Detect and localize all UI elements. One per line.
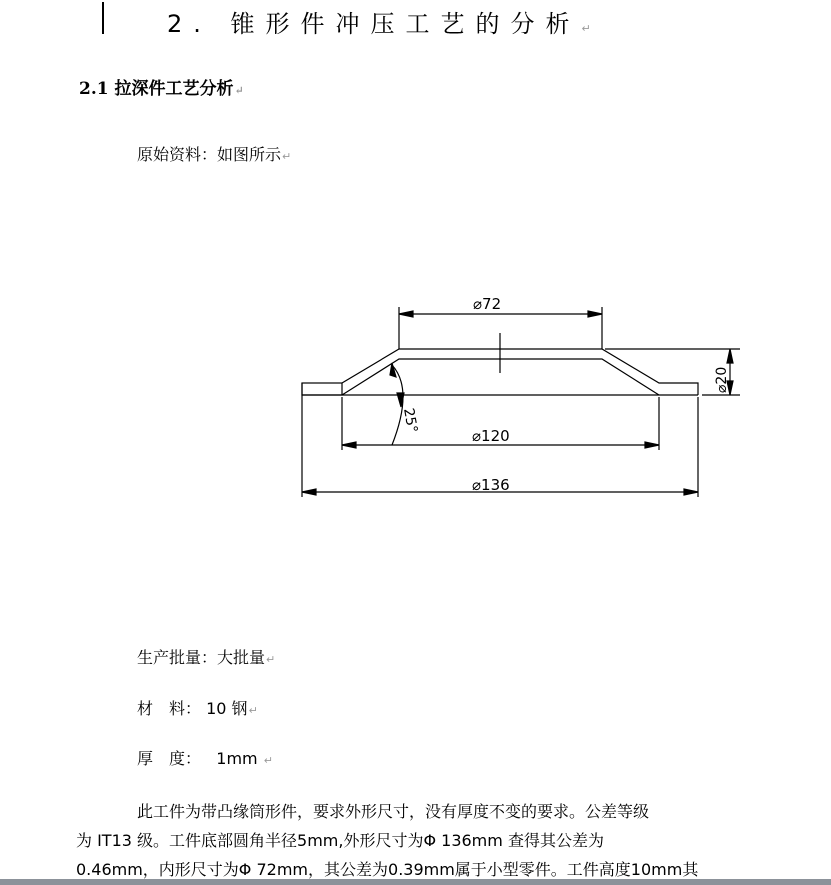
text-cursor [102, 2, 104, 34]
field-value: 1mm [216, 749, 258, 768]
dim-angle-label: 25° [400, 406, 421, 435]
field-label: 材 料： [137, 699, 202, 718]
paragraph-mark-icon: ↵ [263, 754, 273, 767]
section-heading [79, 74, 244, 99]
field-value: 如图所示 [217, 145, 282, 164]
body-line: 此工件为带凸缘筒形件，要求外形尺寸，没有厚度不变的要求。公差等级 [137, 802, 650, 821]
body-line: 0.46mm，内形尺寸为Φ 72mm，其公差为0.39mm属于小型零件。工件高度10mm其 [76, 860, 699, 879]
field-value: 大批量 [217, 648, 266, 667]
dim-136-label: ⌀136 [472, 476, 510, 494]
paragraph-mark-icon: ↵ [248, 704, 258, 717]
field-thickness [137, 746, 273, 769]
title-text: 2. 锥形件冲压工艺的分析 [167, 10, 581, 38]
field-material [137, 696, 258, 719]
field-label: 厚 度： [137, 749, 202, 768]
field-production-volume [137, 645, 275, 668]
dim-20-label: ⌀20 [714, 366, 730, 393]
field-label: 原始资料： [137, 145, 218, 164]
body-paragraph [76, 797, 806, 884]
page-bottom-border [0, 879, 831, 885]
paragraph-mark-icon: ↵ [581, 22, 591, 35]
section-heading-text: 2.1 拉深件工艺分析 [79, 79, 234, 99]
technical-drawing [290, 285, 770, 515]
page-title [167, 4, 591, 39]
field-label: 生产批量： [137, 648, 218, 667]
dim-72-label: ⌀72 [473, 295, 502, 313]
paragraph-mark-icon: ↵ [266, 653, 276, 666]
body-line: 为 IT13 级。工件底部圆角半径5mm,外形尺寸为Φ 136mm 查得其公差为 [76, 831, 604, 850]
field-value: 10 钢 [206, 699, 248, 718]
paragraph-mark-icon: ↵ [282, 150, 292, 163]
paragraph-mark-icon: ↵ [234, 84, 244, 97]
field-source-material [137, 142, 291, 165]
dim-120-label: ⌀120 [472, 427, 510, 445]
